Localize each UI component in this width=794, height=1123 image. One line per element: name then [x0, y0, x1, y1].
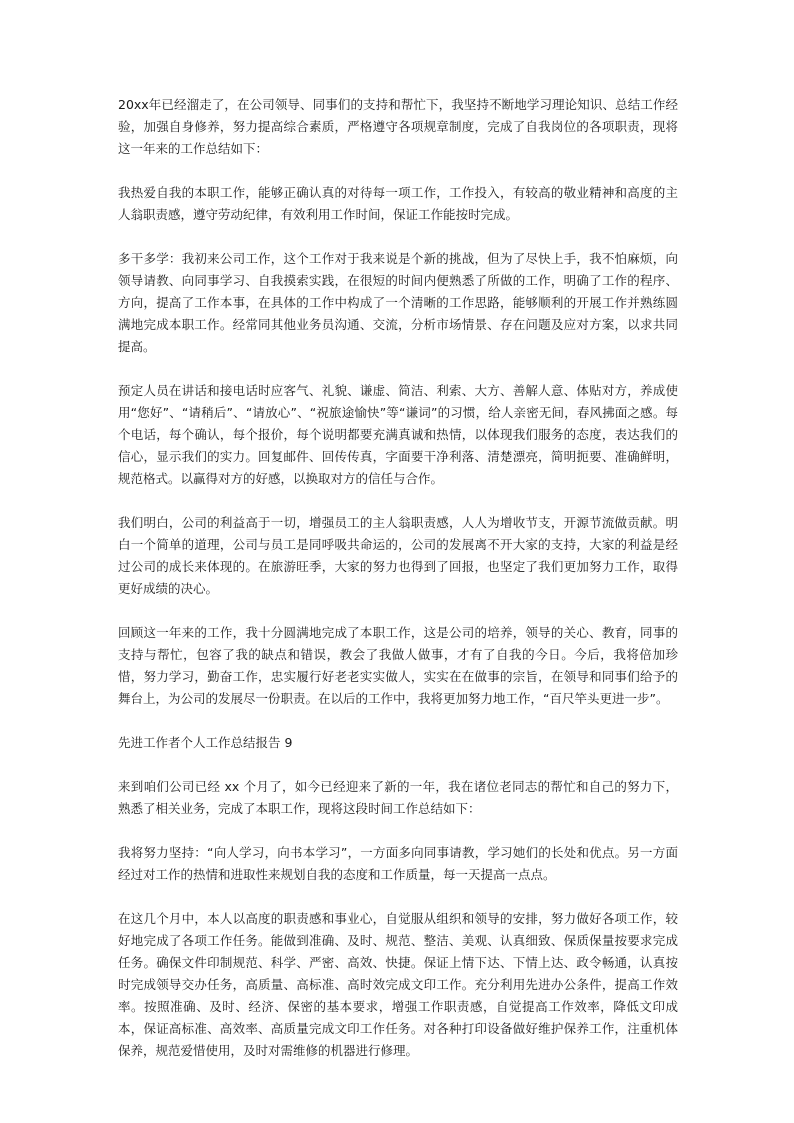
- paragraph-courtesy: 预定人员在讲话和接电话时应客气、礼貌、谦虚、简洁、利索、大方、善解人意、体贴对方，养成使用“您好”、“请稍后”、“请放心”、“祝旅途愉快”等“谦词”的习惯，给人亲密无间，春风拂面之感。每个电话，每个确认，每个报价，每个说明都要充满真诚和热情，以体现我们服务的态度，表达我们的信心，显示我们的实力。回复邮件、回传传真，字面要干净利落、清楚漂亮，简明扼要、准确鲜明，规范格式。以赢得对方的好感，以换取对方的信任与合作。: [118, 383, 678, 486]
- section-heading: 先进工作者个人工作总结报告 9: [118, 735, 293, 750]
- paragraph-persistence: 我将努力坚持：“向人学习，向书本学习”，一方面多向同事请教，学习她们的长处和优点。另一方面经过对工作的热情和进取性来规划自我的态度和工作质量，每一天提高一点点。: [118, 845, 678, 882]
- paragraph-arrival: 来到咱们公司已经 xx 个月了，如今已经迎来了新的一年，我在诸位老同志的帮忙和自己的努力下，熟悉了相关业务，完成了本职工作，现将这段时间工作总结如下：: [118, 779, 678, 816]
- paragraph-dedication: 我热爱自我的本职工作，能够正确认真的对待每一项工作，工作投入，有较高的敬业精神和高度的主人翁职责感，遵守劳动纪律，有效利用工作时间，保证工作能按时完成。: [118, 185, 678, 222]
- paragraph-learning: 多干多学：我初来公司工作，这个工作对于我来说是个新的挑战，但为了尽快上手，我不怕麻烦，向领导请教、向同事学习、自我摸索实践，在很短的时间内便熟悉了所做的工作，明确了工作的程序、方向，提高了工作本事，在具体的工作中构成了一个清晰的工作思路，能够顺利的开展工作并熟练圆满地完成本职工作。经常同其他业务员沟通、交流，分析市场情景、存在问题及应对方案，以求共同提高。: [118, 251, 678, 354]
- paragraph-company-interest: 我们明白，公司的利益高于一切，增强员工的主人翁职责感，人人为增收节支，开源节流做贡献。明白一个简单的道理，公司与员工是同呼吸共命运的，公司的发展离不开大家的支持，大家的利益是经过公司的成长来体现的。在旅游旺季，大家的努力也得到了回报，也坚定了我们更加努力工作，取得更好成绩的决心。: [118, 515, 678, 596]
- paragraph-months-summary: 在这几个月中，本人以高度的职责感和事业心，自觉服从组织和领导的安排，努力做好各项工作，较好地完成了各项工作任务。能做到准确、及时、规范、整洁、美观、认真细致、保质保量按要求完成任务。确保文件印制规范、科学、严密、高效、快捷。保证上情下达、下情上达、政令畅通，认真按时完成领导交办任务，高质量、高标准、高时效完成文印工作。充分利用先进办公条件，提高工作效率。按照准确、及时、经济、保密的基本要求，增强工作职责感，自觉提高工作效率，降低文印成本，保证高标准、高效率、高质量完成文印工作任务。对各种打印设备做好维护保养工作，注重机体保养，规范爱惜使用，及时对需维修的机器进行修理。: [118, 911, 678, 1058]
- paragraph-intro: 20xx年已经溜走了，在公司领导、同事们的支持和帮忙下，我坚持不断地学习理论知识、总结工作经验，加强自身修养，努力提高综合素质，严格遵守各项规章制度，完成了自我岗位的各项职责，现将这一年来的工作总结如下：: [118, 97, 678, 156]
- document-page: [118, 94, 678, 1084]
- paragraph-review: 回顾这一年来的工作，我十分圆满地完成了本职工作，这是公司的培养，领导的关心、教育，同事的支持与帮忙，包容了我的缺点和错误，教会了我做人做事，才有了自我的今日。今后，我将倍加珍惜，努力学习，勤奋工作，忠实履行好老老实实做人，实实在在做事的宗旨，在领导和同事们给予的舞台上，为公司的发展尽一份职责。在以后的工作中，我将更加努力地工作，“百尺竿头更进一步”。: [118, 625, 678, 706]
